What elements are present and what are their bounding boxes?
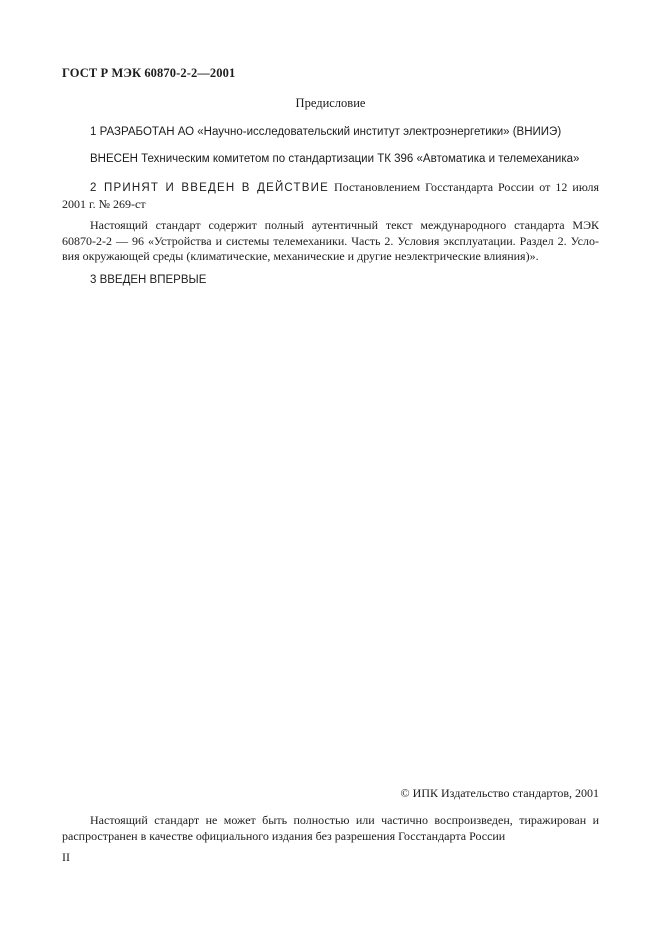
notice-line2: распространен в качестве официального издания без разрешения Госстандарта России (62, 828, 506, 843)
reproduction-notice (62, 813, 599, 844)
page-number: II (62, 850, 70, 864)
paragraph-content-note (62, 218, 599, 265)
adopted-rest: Постановлением Госстандарта России от 12 июля (334, 180, 600, 194)
adopted-lead: 2 ПРИНЯТ И ВВЕДЕН В ДЕЙСТВИЕ (90, 182, 329, 194)
copyright-line: © ИПК Издательство стандартов, 2001 (400, 786, 599, 800)
paragraph-text: ВНЕСЕН Техническим комитетом по стандартизации ТК 396 «Автоматика и телемеханика» (90, 153, 580, 165)
paragraph-developed-by (62, 124, 599, 141)
adopted-line2: 2001 г. № 269-ст (62, 196, 146, 211)
notice-line1: Настоящий стандарт не может быть полностью или частично воспроизведен, тиражирован и (90, 813, 599, 827)
content-line2: 60870-2-2 — 96 «Устройства и системы телемеханики. Часть 2. Условия эксплуатации. Раздел 2. Усло- (62, 233, 599, 248)
paragraph-text: 3 ВВЕДЕН ВПЕРВЫЕ (90, 274, 207, 286)
section-title: Предисловие (295, 96, 366, 110)
paragraph-adopted (62, 180, 599, 212)
paragraph-introduced-by (62, 151, 599, 168)
paragraph-text: 1 РАЗРАБОТАН АО «Научно-исследовательский институт электроэнергетики» (ВНИИЭ) (90, 126, 562, 138)
content-line1: Настоящий стандарт содержит полный аутентичный текст международного стандарта МЭК (90, 218, 599, 232)
content-line3: вия окружающей среды (климатические, механические и другие неэлектрические влияния)». (62, 249, 539, 263)
paragraph-first-introduced (62, 272, 599, 289)
standard-designation: ГОСТ Р МЭК 60870-2-2—2001 (62, 66, 236, 80)
